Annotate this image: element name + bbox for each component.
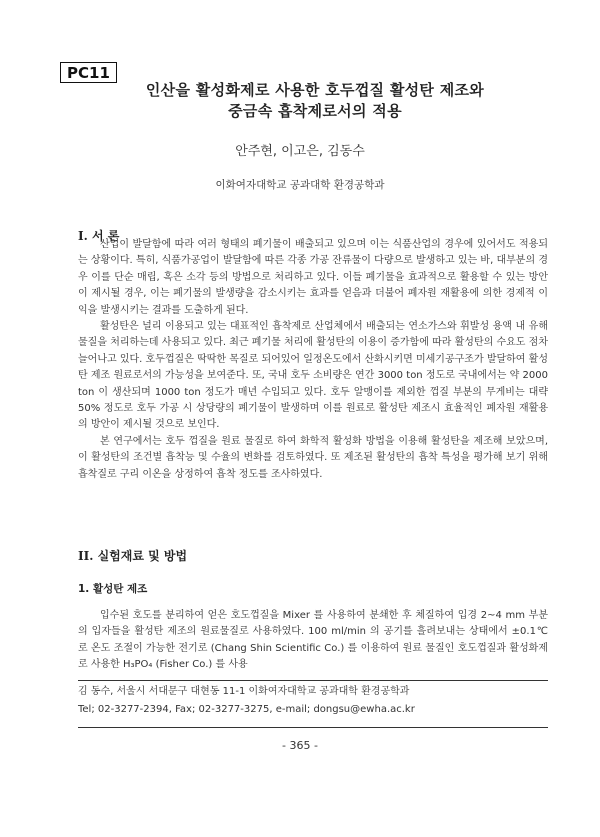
footnote-divider-bottom <box>78 727 548 728</box>
section-2-heading: II. 실험재료 및 방법 <box>78 549 188 563</box>
footnote-divider-top <box>78 680 548 681</box>
section-1-heading: I. 서 론 <box>78 229 120 243</box>
footnote-address: 김 동수, 서울시 서대문구 대현동 11-1 이화여자대학교 공과대학 환경공학과 <box>78 686 410 697</box>
subsection-1-body <box>78 608 548 674</box>
page-number: - 365 - <box>282 739 318 752</box>
section-1-paragraph: 본 연구에서는 호두 껍질을 원료 물질로 하여 화학적 활성화 방법을 이용해 활성탄을 제조해 보았으며, 이 활성탄의 조건별 흡착능 및 수율의 변화를 검토하였다. 또 제조된 활성탄의 흡착 특성을 평가해 보기 위해 흡착질로 구리 이온을 상정하여 흡착 정도를 조사하였다. <box>78 435 548 480</box>
section-1-body <box>78 237 548 483</box>
subsection-1-paragraph: 입수된 호도를 분리하여 얻은 호도껍질을 Mixer 를 사용하여 분쇄한 후 체질하여 입경 2~4 mm 부분의 입자들을 활성탄 제조의 원료물질로 사용하였다. 100 ml/min 의 공기를 흘려보내는 상태에서 ±0.1℃ 로 온도 조절이 가능한 전기로 (Chang Shin Scientific Co.) 를 이용하여 원료 물질인 호도껍질과 활성화제로 사용한 H₃PO₄ (Fisher Co.) 를 사용 <box>78 610 548 671</box>
section-1-paragraph: 활성탄은 널리 이용되고 있는 대표적인 흡착제로 산업체에서 배출되는 연소가스와 휘발성 용액 내 유해물질을 처리하는데 사용되고 있다. 최근 폐기물 처리에 활성탄의 이용이 증가함에 따라 활성탄의 수요도 점차 늘어나고 있다. 호두껍질은 딱딱한 목질로 되어있어 일정온도에서 산화시키면 미세기공구조가 발달하여 활성탄 제조 원료로서의 가능성을 보여준다. 또, 국내 호두 소비량은 연간 3000 ton 정도로 국내에서는 약 2000 ton 이 생산되며 1000 ton 정도가 매년 수입되고 있다. 호두 알맹이를 제외한 껍질 부분의 무게비는 대략 50% 정도로 호두 가공 시 상당량의 폐기물이 발생하며 이를 원료로 활성탄 제조시 효율적인 폐자원 재활용의 방안이 제시될 것으로 보인다. <box>78 321 548 431</box>
subsection-1-heading: 1. 활성탄 제조 <box>78 583 148 595</box>
affiliation: 이화여자대학교 공과대학 환경공학과 <box>215 179 385 191</box>
title-line-2: 중금속 흡착제로서의 적용 <box>228 102 402 120</box>
title-line-1: 인산을 활성화제로 사용한 호두껍질 활성탄 제조와 <box>145 81 485 99</box>
footnote-contact: Tel; 02-3277-2394, Fax; 02-3277-3275, e-mail; dongsu@ewha.ac.kr <box>78 704 415 715</box>
paper-code-tag: PC11 <box>60 62 117 83</box>
authors: 안주현, 이고은, 김동수 <box>235 144 365 159</box>
section-1-paragraph: 산업이 발달함에 따라 여러 형태의 폐기물이 배출되고 있으며 이는 식품산업의 경우에 있어서도 적용되는 상황이다. 특히, 식품가공업이 발달함에 따른 각종 가공 잔류물이 다량으로 발생하고 있는 바, 대부분의 경우 이를 단순 매립, 혹은 소각 등의 방법으로 처리하고 있다. 이들 폐기물을 효과적으로 활용할 수 있는 방안이 제시될 경우, 이는 폐기물의 발생량을 감소시키는 효과를 얻음과 더불어 폐자원 재활용에 의한 경제적 이익을 발생시키는 결과를 도출하게 된다. <box>78 239 548 316</box>
